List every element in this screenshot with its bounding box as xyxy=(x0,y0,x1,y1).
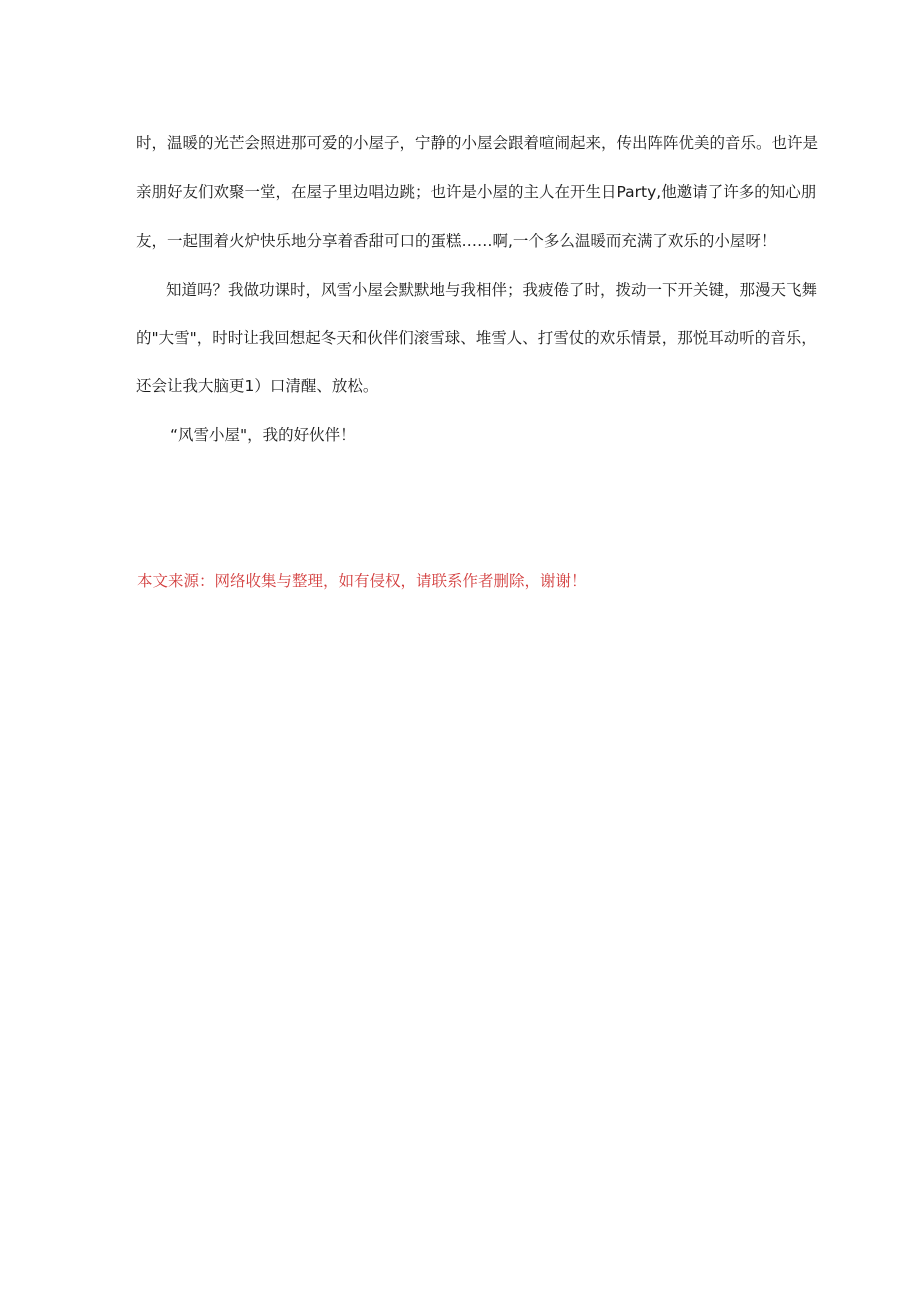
paragraph-line-4: 知道吗？我做功课时，风雪小屋会默默地与我相伴；我疲倦了时，拨动一下开关键，那漫天飞舞 xyxy=(166,281,818,299)
paragraph-line-3: 友，一起围着火炉快乐地分享着香甜可口的蛋糕……啊,一个多么温暖而充满了欢乐的小屋呀！ xyxy=(136,232,777,250)
paragraph-line-5: 的"大雪"，时时让我回想起冬天和伙伴们滚雪球、堆雪人、打雪仗的欢乐情景，那悦耳动听的音乐， xyxy=(136,329,817,347)
closing-line: “风雪小屋"，我的好伙伴！ xyxy=(170,426,356,444)
paragraph-line-2: 亲朋好友们欢聚一堂，在屋子里边唱边跳；也许是小屋的主人在开生日Party,他邀请了许多的知心朋 xyxy=(136,183,817,201)
source-note: 本文来源：网络收集与整理，如有侵权，请联系作者删除，谢谢！ xyxy=(137,572,587,590)
paragraph-line-1: 时，温暖的光芒会照进那可爱的小屋子，宁静的小屋会跟着喧闹起来，传出阵阵优美的音乐。也许是 xyxy=(136,134,819,152)
paragraph-line-6: 还会让我大脑更1）口清醒、放松。 xyxy=(136,377,379,395)
